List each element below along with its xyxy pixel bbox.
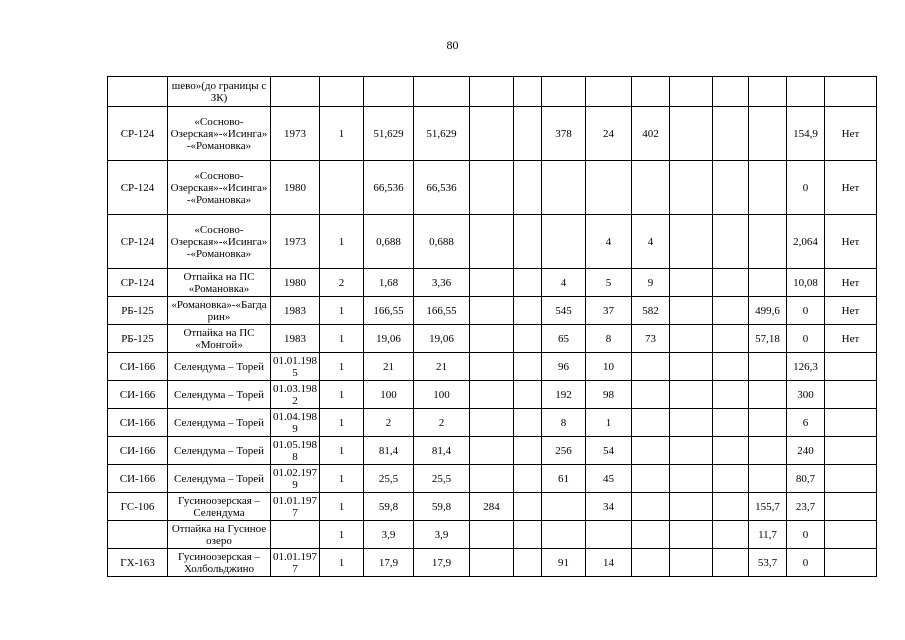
table-cell xyxy=(825,549,877,577)
table-cell xyxy=(670,493,713,521)
table-cell: СИ-166 xyxy=(108,437,168,465)
table-cell xyxy=(632,437,670,465)
table-cell xyxy=(713,215,749,269)
table-cell xyxy=(470,353,514,381)
table-cell: Нет xyxy=(825,161,877,215)
table-cell: 37 xyxy=(586,297,632,325)
table-cell xyxy=(713,297,749,325)
table-cell xyxy=(514,161,542,215)
table-cell: 3,36 xyxy=(414,269,470,297)
table-cell xyxy=(713,381,749,409)
table-cell xyxy=(586,161,632,215)
table-cell: 25,5 xyxy=(414,465,470,493)
table-cell: 1 xyxy=(586,409,632,437)
table-cell: 1973 xyxy=(271,215,320,269)
table-cell xyxy=(632,549,670,577)
table-cell xyxy=(514,77,542,107)
table-cell xyxy=(542,77,586,107)
table-cell: 1 xyxy=(320,409,364,437)
table-cell xyxy=(749,77,787,107)
table-cell xyxy=(271,77,320,107)
table-cell xyxy=(713,409,749,437)
table-cell: СР-124 xyxy=(108,107,168,161)
table-cell xyxy=(713,325,749,353)
table-cell: 61 xyxy=(542,465,586,493)
table-cell xyxy=(514,465,542,493)
table-cell xyxy=(670,215,713,269)
table-cell: СИ-166 xyxy=(108,381,168,409)
table-cell: 66,536 xyxy=(364,161,414,215)
table-cell: 0 xyxy=(787,549,825,577)
table-cell: 9 xyxy=(632,269,670,297)
table-cell xyxy=(108,77,168,107)
table-cell: 45 xyxy=(586,465,632,493)
table-cell xyxy=(542,521,586,549)
table-cell xyxy=(514,409,542,437)
table-cell xyxy=(670,549,713,577)
table-cell xyxy=(713,465,749,493)
table-cell xyxy=(713,549,749,577)
table-cell: 81,4 xyxy=(364,437,414,465)
table-cell xyxy=(632,161,670,215)
table-cell xyxy=(470,107,514,161)
table-row xyxy=(108,409,877,437)
table-cell xyxy=(713,437,749,465)
table-cell: 98 xyxy=(586,381,632,409)
table-cell: Селендума – Торей xyxy=(168,381,271,409)
table-row xyxy=(108,107,877,161)
table-cell xyxy=(787,77,825,107)
table-cell xyxy=(749,465,787,493)
table-cell xyxy=(470,549,514,577)
table-cell: 0 xyxy=(787,521,825,549)
table-cell xyxy=(825,521,877,549)
table-cell: 11,7 xyxy=(749,521,787,549)
table-cell: 1980 xyxy=(271,161,320,215)
table-cell: 8 xyxy=(586,325,632,353)
table-cell xyxy=(749,269,787,297)
table-cell: 21 xyxy=(414,353,470,381)
table-cell xyxy=(470,215,514,269)
table-cell: 100 xyxy=(364,381,414,409)
table-cell: 1973 xyxy=(271,107,320,161)
table-cell: 1,68 xyxy=(364,269,414,297)
table-cell: 1 xyxy=(320,107,364,161)
table-cell xyxy=(470,77,514,107)
table-cell xyxy=(514,107,542,161)
table-cell xyxy=(514,437,542,465)
table-cell xyxy=(825,493,877,521)
table-cell: 51,629 xyxy=(414,107,470,161)
table-cell: 192 xyxy=(542,381,586,409)
table-cell: 01.04.1989 xyxy=(271,409,320,437)
table-cell: 24 xyxy=(586,107,632,161)
table-cell: СР-124 xyxy=(108,161,168,215)
table-cell: 1 xyxy=(320,215,364,269)
table-cell: 73 xyxy=(632,325,670,353)
table-cell xyxy=(514,521,542,549)
table-cell: СР-124 xyxy=(108,215,168,269)
table-cell xyxy=(470,269,514,297)
table-cell: 01.03.1982 xyxy=(271,381,320,409)
table-cell: 1 xyxy=(320,353,364,381)
table-cell xyxy=(632,77,670,107)
table-cell: 1983 xyxy=(271,325,320,353)
table-cell: Гусиноозерская – Селендума xyxy=(168,493,271,521)
table-cell: Нет xyxy=(825,269,877,297)
table-cell: Отпайка на Гусиное озеро xyxy=(168,521,271,549)
table-cell xyxy=(670,161,713,215)
table-cell xyxy=(670,107,713,161)
table-cell xyxy=(749,437,787,465)
table-cell xyxy=(470,161,514,215)
table-cell: 2,064 xyxy=(787,215,825,269)
table-cell xyxy=(713,161,749,215)
table-cell: 5 xyxy=(586,269,632,297)
table-cell: 66,536 xyxy=(414,161,470,215)
table-row xyxy=(108,269,877,297)
table-cell: Селендума – Торей xyxy=(168,409,271,437)
table-cell xyxy=(470,437,514,465)
table-cell: 1 xyxy=(320,381,364,409)
table-cell: 54 xyxy=(586,437,632,465)
table-cell: 10 xyxy=(586,353,632,381)
table-cell xyxy=(632,493,670,521)
table-cell: 8 xyxy=(542,409,586,437)
table-cell: 256 xyxy=(542,437,586,465)
table-row xyxy=(108,353,877,381)
table-cell xyxy=(632,465,670,493)
table-cell xyxy=(470,325,514,353)
table-row xyxy=(108,381,877,409)
table-cell: Отпайка на ПС «Монгой» xyxy=(168,325,271,353)
table-cell xyxy=(542,215,586,269)
table-cell: 1 xyxy=(320,325,364,353)
table-cell xyxy=(632,353,670,381)
table-cell: 0 xyxy=(787,297,825,325)
table-cell xyxy=(825,353,877,381)
table-cell xyxy=(364,77,414,107)
table-cell xyxy=(825,465,877,493)
table-cell: 154,9 xyxy=(787,107,825,161)
table-cell xyxy=(271,521,320,549)
table-cell: 01.01.1977 xyxy=(271,549,320,577)
table-cell xyxy=(713,353,749,381)
table-cell xyxy=(542,161,586,215)
table-cell: 155,7 xyxy=(749,493,787,521)
table-cell xyxy=(749,107,787,161)
table-cell: 2 xyxy=(414,409,470,437)
table-row xyxy=(108,521,877,549)
table-cell xyxy=(713,521,749,549)
table-cell xyxy=(670,521,713,549)
table-cell: 0,688 xyxy=(364,215,414,269)
table-cell xyxy=(670,353,713,381)
table-cell xyxy=(586,521,632,549)
table-cell: 1 xyxy=(320,437,364,465)
table-cell: 126,3 xyxy=(787,353,825,381)
table-cell: Гусиноозерская – Холбольджино xyxy=(168,549,271,577)
table-cell: 300 xyxy=(787,381,825,409)
table-cell: 499,6 xyxy=(749,297,787,325)
table-cell xyxy=(713,107,749,161)
table-cell xyxy=(713,493,749,521)
table-cell: Селендума – Торей xyxy=(168,437,271,465)
table-cell: «Сосново-Озерская»-«Исинга»-«Романовка» xyxy=(168,107,271,161)
table-cell: Нет xyxy=(825,325,877,353)
table-cell xyxy=(542,493,586,521)
table-cell: СИ-166 xyxy=(108,353,168,381)
table-cell: 4 xyxy=(542,269,586,297)
table-cell: Селендума – Торей xyxy=(168,465,271,493)
table-cell: 01.02.1979 xyxy=(271,465,320,493)
table-cell: 240 xyxy=(787,437,825,465)
table-cell: СИ-166 xyxy=(108,465,168,493)
table-cell xyxy=(470,521,514,549)
table-cell: 582 xyxy=(632,297,670,325)
table-cell: 10,08 xyxy=(787,269,825,297)
table-row xyxy=(108,465,877,493)
table-cell: 3,9 xyxy=(414,521,470,549)
table-cell xyxy=(514,215,542,269)
table-cell xyxy=(670,297,713,325)
table-cell: Селендума – Торей xyxy=(168,353,271,381)
table-cell: 96 xyxy=(542,353,586,381)
page-number: 80 xyxy=(446,38,459,52)
table-cell: 545 xyxy=(542,297,586,325)
table-row xyxy=(108,215,877,269)
table-cell xyxy=(825,437,877,465)
table-cell xyxy=(514,549,542,577)
table-cell xyxy=(320,161,364,215)
table-row xyxy=(108,493,877,521)
table-cell: 4 xyxy=(632,215,670,269)
table-cell: 14 xyxy=(586,549,632,577)
table-cell: «Сосново-Озерская»-«Исинга»-«Романовка» xyxy=(168,161,271,215)
table-cell xyxy=(670,325,713,353)
table-cell: 01.01.1977 xyxy=(271,493,320,521)
table-cell xyxy=(749,409,787,437)
table-cell: 01.05.1988 xyxy=(271,437,320,465)
table-cell: 1 xyxy=(320,521,364,549)
table-cell xyxy=(514,493,542,521)
table-cell: 17,9 xyxy=(414,549,470,577)
table-cell: 51,629 xyxy=(364,107,414,161)
table-row xyxy=(108,161,877,215)
table-cell: 01.01.1985 xyxy=(271,353,320,381)
table-cell: 65 xyxy=(542,325,586,353)
table-cell xyxy=(320,77,364,107)
table-cell: 166,55 xyxy=(414,297,470,325)
table-cell xyxy=(825,381,877,409)
table-cell xyxy=(670,437,713,465)
table-cell: ГХ-163 xyxy=(108,549,168,577)
table-cell: 2 xyxy=(364,409,414,437)
table-cell: 59,8 xyxy=(414,493,470,521)
table-cell xyxy=(670,409,713,437)
table-cell: 59,8 xyxy=(364,493,414,521)
table-cell xyxy=(825,409,877,437)
table-cell xyxy=(470,409,514,437)
table-cell: 4 xyxy=(586,215,632,269)
table-cell: 19,06 xyxy=(364,325,414,353)
table-cell: 1 xyxy=(320,465,364,493)
table-cell: 1980 xyxy=(271,269,320,297)
table-cell: Нет xyxy=(825,215,877,269)
table-cell: шево»(до границы с ЗК) xyxy=(168,77,271,107)
table-cell xyxy=(670,77,713,107)
table-cell xyxy=(108,521,168,549)
table-cell: 81,4 xyxy=(414,437,470,465)
table-cell xyxy=(825,77,877,107)
table-row xyxy=(108,549,877,577)
table-row xyxy=(108,297,877,325)
table-cell: 378 xyxy=(542,107,586,161)
table-cell xyxy=(670,465,713,493)
table-cell: «Сосново-Озерская»-«Исинга»-«Романовка» xyxy=(168,215,271,269)
table-cell: РБ-125 xyxy=(108,297,168,325)
table-cell: 1 xyxy=(320,297,364,325)
table-cell xyxy=(470,381,514,409)
table-cell: 1 xyxy=(320,493,364,521)
table-cell: 6 xyxy=(787,409,825,437)
table-cell: РБ-125 xyxy=(108,325,168,353)
table-row xyxy=(108,325,877,353)
table-cell: 21 xyxy=(364,353,414,381)
table-cell: 57,18 xyxy=(749,325,787,353)
table-cell: 19,06 xyxy=(414,325,470,353)
table-cell xyxy=(514,325,542,353)
table-cell xyxy=(713,77,749,107)
table-cell xyxy=(749,381,787,409)
table-cell xyxy=(586,77,632,107)
table-cell xyxy=(749,353,787,381)
table-cell: Нет xyxy=(825,107,877,161)
table-cell xyxy=(670,381,713,409)
table-cell xyxy=(632,521,670,549)
table-cell: Нет xyxy=(825,297,877,325)
table-cell: 166,55 xyxy=(364,297,414,325)
table-cell xyxy=(632,381,670,409)
table-cell xyxy=(470,297,514,325)
table-cell: 100 xyxy=(414,381,470,409)
table-cell: ГС-106 xyxy=(108,493,168,521)
table-cell xyxy=(713,269,749,297)
table-cell: 53,7 xyxy=(749,549,787,577)
table-cell xyxy=(470,465,514,493)
table-cell: 1 xyxy=(320,549,364,577)
table-cell: 0 xyxy=(787,325,825,353)
table-cell xyxy=(749,215,787,269)
table-cell xyxy=(632,409,670,437)
table-cell: 284 xyxy=(470,493,514,521)
table-cell: 402 xyxy=(632,107,670,161)
data-table xyxy=(107,76,877,577)
table-cell: 25,5 xyxy=(364,465,414,493)
table-cell xyxy=(514,297,542,325)
table-cell: СР-124 xyxy=(108,269,168,297)
table-cell xyxy=(514,269,542,297)
table-cell: 1983 xyxy=(271,297,320,325)
table-row xyxy=(108,437,877,465)
table-cell: СИ-166 xyxy=(108,409,168,437)
table-cell: 17,9 xyxy=(364,549,414,577)
table-cell xyxy=(749,161,787,215)
table-cell: 91 xyxy=(542,549,586,577)
table-cell: 2 xyxy=(320,269,364,297)
table-cell xyxy=(514,353,542,381)
table-cell: 80,7 xyxy=(787,465,825,493)
table-cell: 23,7 xyxy=(787,493,825,521)
table-cell: 0 xyxy=(787,161,825,215)
table-cell xyxy=(414,77,470,107)
table-cell: Отпайка на ПС «Романовка» xyxy=(168,269,271,297)
table-cell xyxy=(514,381,542,409)
table-cell: «Романовка»-«Багдарин» xyxy=(168,297,271,325)
table-cell xyxy=(670,269,713,297)
table-cell: 34 xyxy=(586,493,632,521)
table-cell: 0,688 xyxy=(414,215,470,269)
table-row xyxy=(108,77,877,107)
table-cell: 3,9 xyxy=(364,521,414,549)
